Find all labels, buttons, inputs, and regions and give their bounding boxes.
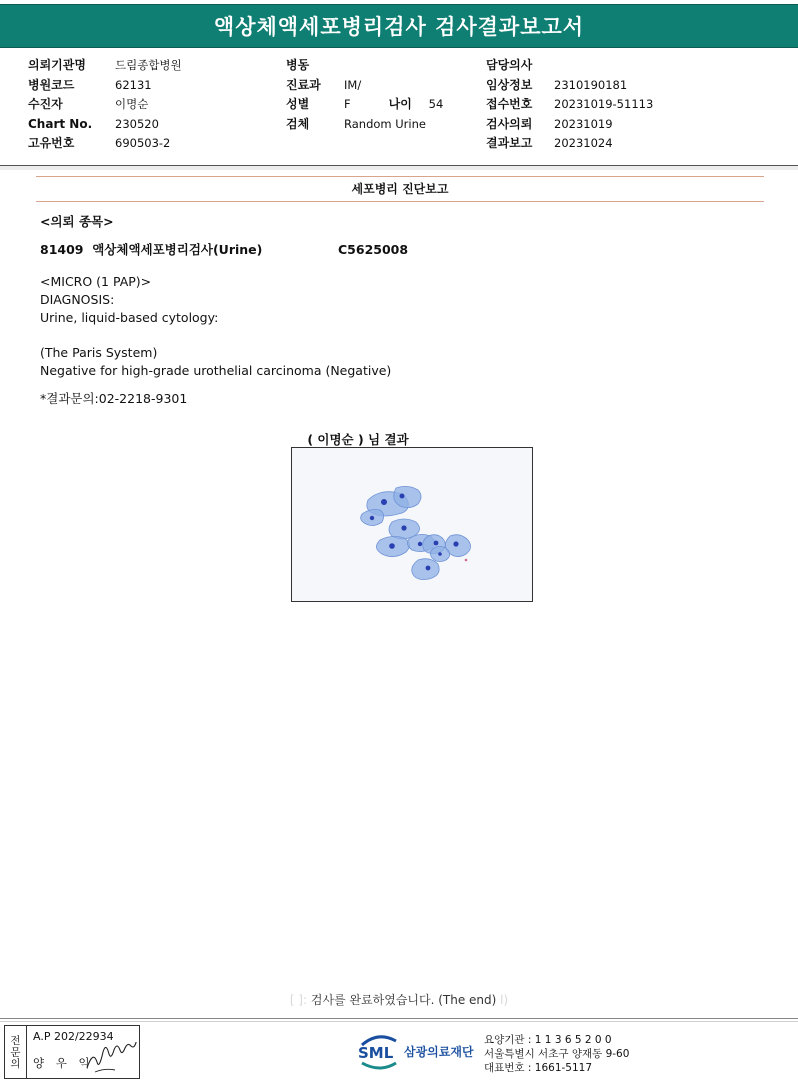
logo-text-sml: SML — [358, 1044, 394, 1062]
contact-line-phone: 대표번호 : 1661-5117 — [484, 1062, 593, 1074]
info-row-chart-no — [28, 115, 182, 135]
end-note — [0, 991, 798, 1008]
label-ward: 병동 — [286, 58, 310, 72]
signer-title: 전문의 — [9, 1034, 21, 1070]
label-specimen: 검체 — [286, 116, 310, 131]
label-institution: 의뢰기관명 — [28, 58, 86, 72]
label-clinical-info: 임상정보 — [486, 77, 533, 92]
contact-line-code: 요양기관 : 1 1 3 6 5 2 0 0 — [484, 1034, 612, 1046]
patient-info-col2 — [286, 56, 443, 134]
diagnosis-result: Negative for high-grade urothelial carcinoma (Negative) — [40, 363, 392, 378]
header-divider-shadow — [0, 166, 798, 170]
info-row-receipt-no — [486, 95, 653, 115]
end-note-text: 검사를 완료하였습니다. (The end) — [310, 993, 497, 1007]
footer-divider — [0, 1018, 798, 1019]
diagnosis-system: (The Paris System) — [40, 345, 158, 360]
org-name: 삼광의료재단 — [404, 1045, 474, 1059]
label-chart-no: Chart No. — [28, 116, 93, 131]
info-row-request-date — [486, 115, 653, 135]
contact-line-address: 서울특별시 서초구 양재동 9-60 — [484, 1048, 630, 1060]
diagnosis-method: Urine, liquid-based cytology: — [40, 310, 219, 325]
value-specimen: Random Urine — [344, 116, 426, 131]
info-row-specimen — [286, 115, 443, 135]
signer-name: 양 우 익 — [33, 1056, 94, 1070]
order-name: 액상체액세포병리검사(Urine) — [92, 242, 263, 257]
value-age: 54 — [428, 97, 444, 111]
order-line — [40, 241, 262, 259]
label-receipt-no: 접수번호 — [486, 97, 533, 111]
label-sex: 성별 — [286, 97, 310, 111]
value-receipt-no: 20231019-51113 — [554, 97, 654, 111]
value-chart-no: 230520 — [115, 116, 159, 131]
label-unique-id: 고유번호 — [28, 136, 75, 150]
value-unique-id: 690503-2 — [115, 136, 171, 150]
label-hospital-code: 병원코드 — [28, 77, 75, 92]
value-sex: F — [344, 97, 351, 111]
end-note-ghost-left: [ ]: — [289, 993, 308, 1007]
info-row-department — [286, 76, 443, 96]
order-code: 81409 — [40, 242, 84, 257]
footer-divider-light — [0, 1021, 798, 1022]
signer-license: A.P 202/22934 — [33, 1030, 114, 1043]
order-header: <의뢰 종목> — [40, 214, 114, 229]
micro-header: <MICRO (1 PAP)> — [40, 274, 152, 289]
info-row-physician — [486, 56, 653, 76]
value-clinical-info: 2310190181 — [554, 77, 628, 92]
cytology-image — [291, 447, 533, 602]
label-physician: 담당의사 — [486, 58, 533, 72]
value-patient-name: 이명순 — [115, 97, 149, 111]
handwritten-signature — [83, 1042, 139, 1076]
signer-title-cell — [5, 1026, 27, 1078]
patient-info-col1 — [28, 56, 182, 154]
cytology-cells-illustration — [292, 448, 532, 601]
value-hospital-code: 62131 — [115, 77, 152, 92]
info-row-unique-id — [28, 134, 182, 154]
info-row-ward — [286, 56, 443, 76]
end-note-ghost-right: l) — [500, 993, 509, 1007]
value-department: IM/ — [344, 77, 362, 92]
label-report-date: 결과보고 — [486, 136, 533, 150]
value-institution: 드림종합병원 — [115, 58, 182, 72]
info-row-sex-age — [286, 95, 443, 115]
label-department: 진료과 — [286, 77, 321, 92]
info-row-report-date — [486, 134, 653, 154]
sml-logo-icon — [356, 1031, 402, 1071]
report-title: 액상체액세포병리검사 검사결과보고서 — [0, 4, 798, 48]
info-row-clinical-info — [486, 76, 653, 96]
diagnosis-label: DIAGNOSIS: — [40, 292, 115, 307]
signature-box — [4, 1025, 140, 1079]
org-contact — [484, 1033, 629, 1075]
label-age: 나이 — [388, 97, 412, 111]
info-row-hospital-code — [28, 76, 182, 96]
info-row-institution — [28, 56, 182, 76]
value-request-date: 20231019 — [554, 116, 613, 131]
order-id: C5625008 — [338, 242, 409, 257]
result-inquiry: *결과문의:02-2218-9301 — [40, 391, 188, 406]
patient-info-col3 — [486, 56, 653, 154]
value-report-date: 20231024 — [554, 136, 613, 150]
label-patient-name: 수진자 — [28, 97, 63, 111]
section-title: 세포병리 진단보고 — [36, 176, 764, 202]
info-row-patient-name — [28, 95, 182, 115]
image-caption: ( 이명순 ) 님 결과 — [307, 432, 409, 447]
label-request-date: 검사의뢰 — [486, 116, 533, 131]
